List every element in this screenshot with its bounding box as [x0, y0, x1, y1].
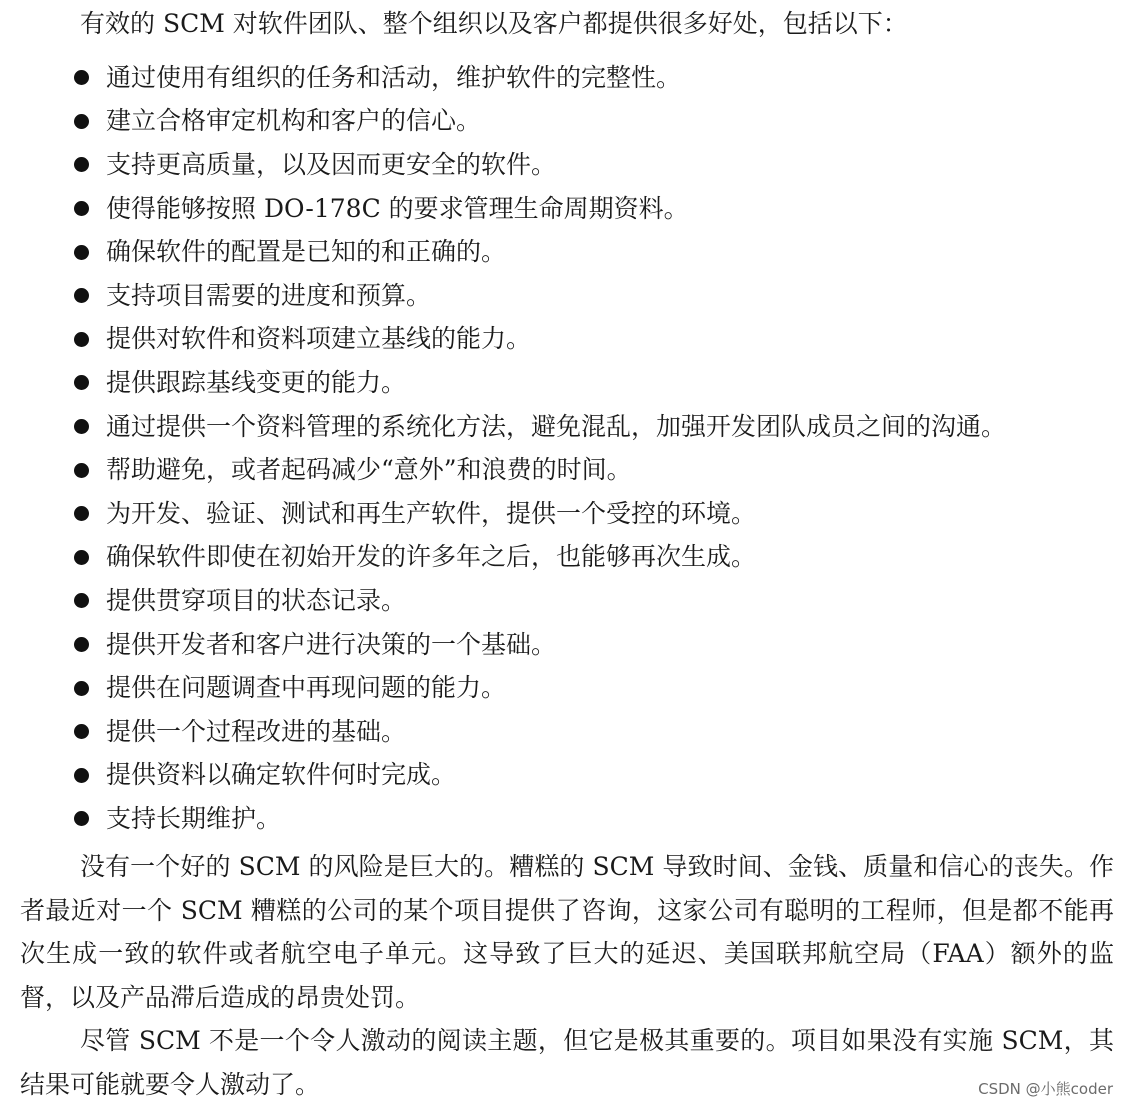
list-item: 通过提供一个资料管理的系统化方法，避免混乱，加强开发团队成员之间的沟通。	[0, 405, 1006, 449]
list-item: 提供对软件和资料项建立基线的能力。	[0, 318, 1006, 362]
watermark-text: CSDN @小熊coder	[978, 1080, 1113, 1098]
list-item: 帮助避免，或者起码减少“意外”和浪费的时间。	[0, 448, 1006, 492]
list-item: 提供贯穿项目的状态记录。	[0, 579, 1006, 623]
list-item: 建立合格审定机构和客户的信心。	[0, 100, 1006, 144]
bullet-icon	[74, 593, 89, 608]
list-item: 提供跟踪基线变更的能力。	[0, 361, 1006, 405]
list-item: 提供在问题调查中再现问题的能力。	[0, 666, 1006, 710]
bullet-icon	[74, 375, 89, 390]
bullet-icon	[74, 506, 89, 521]
bullet-icon	[74, 114, 89, 129]
bullet-icon	[74, 70, 89, 85]
benefits-list	[0, 56, 1006, 841]
bullet-icon	[74, 724, 89, 739]
list-item: 提供开发者和客户进行决策的一个基础。	[0, 623, 1006, 667]
list-item: 提供资料以确定软件何时完成。	[0, 754, 1006, 798]
bullet-icon	[74, 768, 89, 783]
list-item: 使得能够按照 DO-178C 的要求管理生命周期资料。	[0, 187, 1006, 231]
list-item: 支持长期维护。	[0, 797, 1006, 841]
list-item: 提供一个过程改进的基础。	[0, 710, 1006, 754]
bullet-icon	[74, 681, 89, 696]
list-item: 为开发、验证、测试和再生产软件，提供一个受控的环境。	[0, 492, 1006, 536]
bullet-icon	[74, 245, 89, 260]
intro-sentence: 有效的 SCM 对软件团队、整个组织以及客户都提供很多好处，包括以下：	[80, 9, 908, 38]
bullet-icon	[74, 332, 89, 347]
list-item: 确保软件的配置是已知的和正确的。	[0, 230, 1006, 274]
bullet-icon	[74, 637, 89, 652]
bullet-icon	[74, 550, 89, 565]
bullet-icon	[74, 288, 89, 303]
list-item: 通过使用有组织的任务和活动，维护软件的完整性。	[0, 56, 1006, 100]
bullet-icon	[74, 811, 89, 826]
bullet-icon	[74, 157, 89, 172]
bullet-icon	[74, 463, 89, 478]
list-item: 支持更高质量，以及因而更安全的软件。	[0, 143, 1006, 187]
bullet-icon	[74, 419, 89, 434]
list-item: 支持项目需要的进度和预算。	[0, 274, 1006, 318]
conclusion-paragraph: 尽管 SCM 不是一个令人激动的阅读主题，但它是极其重要的。项目如果没有实施 SCM，其结果可能就要令人激动了。	[20, 1026, 1114, 1099]
list-item: 确保软件即使在初始开发的许多年之后，也能够再次生成。	[0, 536, 1006, 580]
risk-paragraph: 没有一个好的 SCM 的风险是巨大的。糟糕的 SCM 导致时间、金钱、质量和信心的丧失。作者最近对一个 SCM 糟糕的公司的某个项目提供了咨询，这家公司有聪明的工程师，但是都不能再次生成一致的软件或者航空电子单元。这导致了巨大的延迟、美国联邦航空局（FAA）额外的监督，以及产品滞后造成的昂贵处罚。	[20, 852, 1114, 1012]
bullet-icon	[74, 201, 89, 216]
